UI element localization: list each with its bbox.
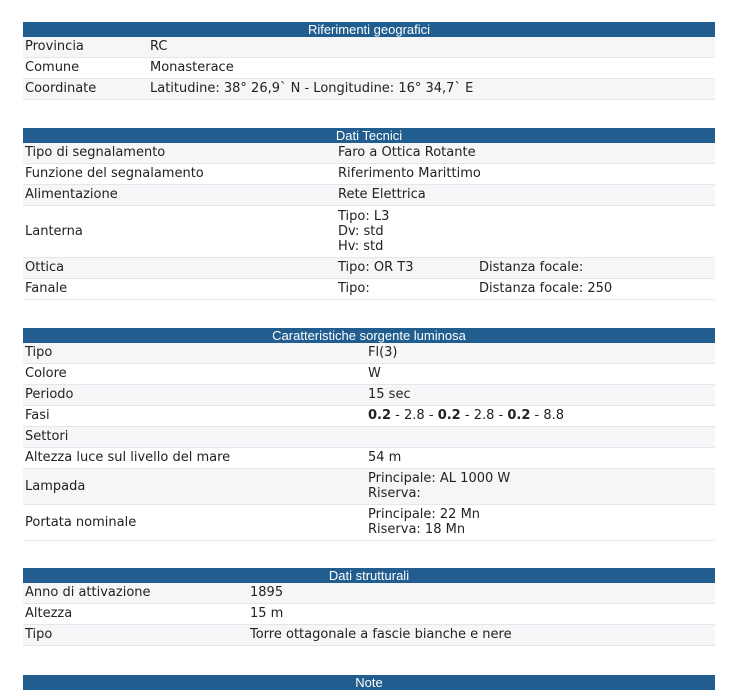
- row-value: Monasterace: [150, 60, 234, 75]
- row-value: W: [368, 366, 381, 381]
- table-row: [23, 37, 715, 58]
- section-riferimenti-geografici: [23, 22, 715, 100]
- row-label: Periodo: [25, 387, 74, 402]
- row-value: Torre ottagonale a fascie bianche e nere: [250, 627, 512, 642]
- row-label: Fanale: [25, 281, 68, 296]
- table-row: [23, 604, 715, 625]
- row-label: Comune: [25, 60, 80, 75]
- table-row-fasi: [23, 406, 715, 427]
- row-value: RC: [150, 39, 168, 54]
- row-value: Tipo: OR T3: [338, 260, 414, 275]
- table-row: [23, 427, 715, 448]
- phase-on: 0.2: [437, 408, 461, 423]
- row-label: Tipo: [25, 345, 53, 360]
- row-value: Latitudine: 38° 26,9` N - Longitudine: 16° 34,7` E: [150, 81, 474, 96]
- row-value: Faro a Ottica Rotante: [338, 145, 476, 160]
- phase-on: 0.2: [368, 408, 392, 423]
- row-value: 54 m: [368, 450, 402, 465]
- table-row: [23, 448, 715, 469]
- table-row: [23, 385, 715, 406]
- table-row: [23, 583, 715, 604]
- section-note: [23, 675, 715, 690]
- section-dati-strutturali: [23, 568, 715, 646]
- phase-sequence: [368, 406, 564, 426]
- phase-separator: -: [534, 408, 540, 423]
- phase-off: 2.8: [404, 408, 425, 423]
- phase-off: 8.8: [543, 408, 565, 423]
- table-row: [23, 143, 715, 164]
- row-label: Altezza luce sul livello del mare: [25, 450, 231, 465]
- row-label: Coordinate: [25, 81, 97, 96]
- row-value: Tipo:: [338, 281, 370, 296]
- table-row: [23, 164, 715, 185]
- section-header: Dati strutturali: [23, 568, 715, 583]
- row-value-line: Principale: 22 Mn: [368, 507, 481, 522]
- table-row-lanterna: [23, 206, 715, 258]
- row-value-line: Principale: AL 1000 W: [368, 471, 511, 486]
- phase-off: 2.8: [473, 408, 495, 423]
- row-value: Fl(3): [368, 345, 398, 360]
- row-value: Riferimento Marittimo: [338, 166, 481, 181]
- table-row: [23, 185, 715, 206]
- row-label: Provincia: [25, 39, 84, 54]
- phase-separator: -: [498, 408, 504, 423]
- row-value: 15 sec: [368, 387, 411, 402]
- row-label: Alimentazione: [25, 187, 118, 202]
- row-value: 15 m: [250, 606, 284, 621]
- row-label: Anno di attivazione: [25, 585, 151, 600]
- section-caratteristiche-sorgente: [23, 328, 715, 541]
- table-row: [23, 58, 715, 79]
- row-value-line: Riserva: 18 Mn: [368, 522, 466, 537]
- table-row: [23, 258, 715, 279]
- row-value: Rete Elettrica: [338, 187, 426, 202]
- row-label: Colore: [25, 366, 67, 381]
- row-label: Lampada: [25, 479, 86, 494]
- row-label: Ottica: [25, 260, 65, 275]
- section-header: Riferimenti geografici: [23, 22, 715, 37]
- row-value-line: Hv: std: [338, 239, 384, 254]
- row-label: Funzione del segnalamento: [25, 166, 204, 181]
- section-dati-tecnici: [23, 128, 715, 300]
- phase-separator: -: [464, 408, 470, 423]
- section-header: Note: [23, 675, 715, 690]
- table-row: [23, 279, 715, 300]
- row-value-line: Dv: std: [338, 224, 384, 239]
- row-label: Portata nominale: [25, 515, 137, 530]
- row-label: Tipo di segnalamento: [25, 145, 166, 160]
- phase-separator: -: [395, 408, 400, 423]
- table-row: [23, 625, 715, 646]
- section-header: Dati Tecnici: [23, 128, 715, 143]
- phase-separator: -: [428, 408, 434, 423]
- row-label: Fasi: [25, 408, 50, 423]
- row-label: Settori: [25, 429, 69, 444]
- table-row: [23, 79, 715, 100]
- table-row: [23, 343, 715, 364]
- phase-on: 0.2: [507, 408, 531, 423]
- table-row-lampada: [23, 469, 715, 505]
- row-label: Tipo: [25, 627, 53, 642]
- row-label: Altezza: [25, 606, 73, 621]
- table-row: [23, 364, 715, 385]
- row-label: Lanterna: [25, 224, 83, 239]
- row-value-line: Tipo: L3: [338, 209, 390, 224]
- row-value-line: Riserva:: [368, 486, 421, 501]
- row-value: 1895: [250, 585, 284, 600]
- section-header: Caratteristiche sorgente luminosa: [23, 328, 715, 343]
- row-value-extra: Distanza focale: 250: [479, 281, 613, 296]
- table-row-portata: [23, 505, 715, 541]
- row-value-extra: Distanza focale:: [479, 260, 584, 275]
